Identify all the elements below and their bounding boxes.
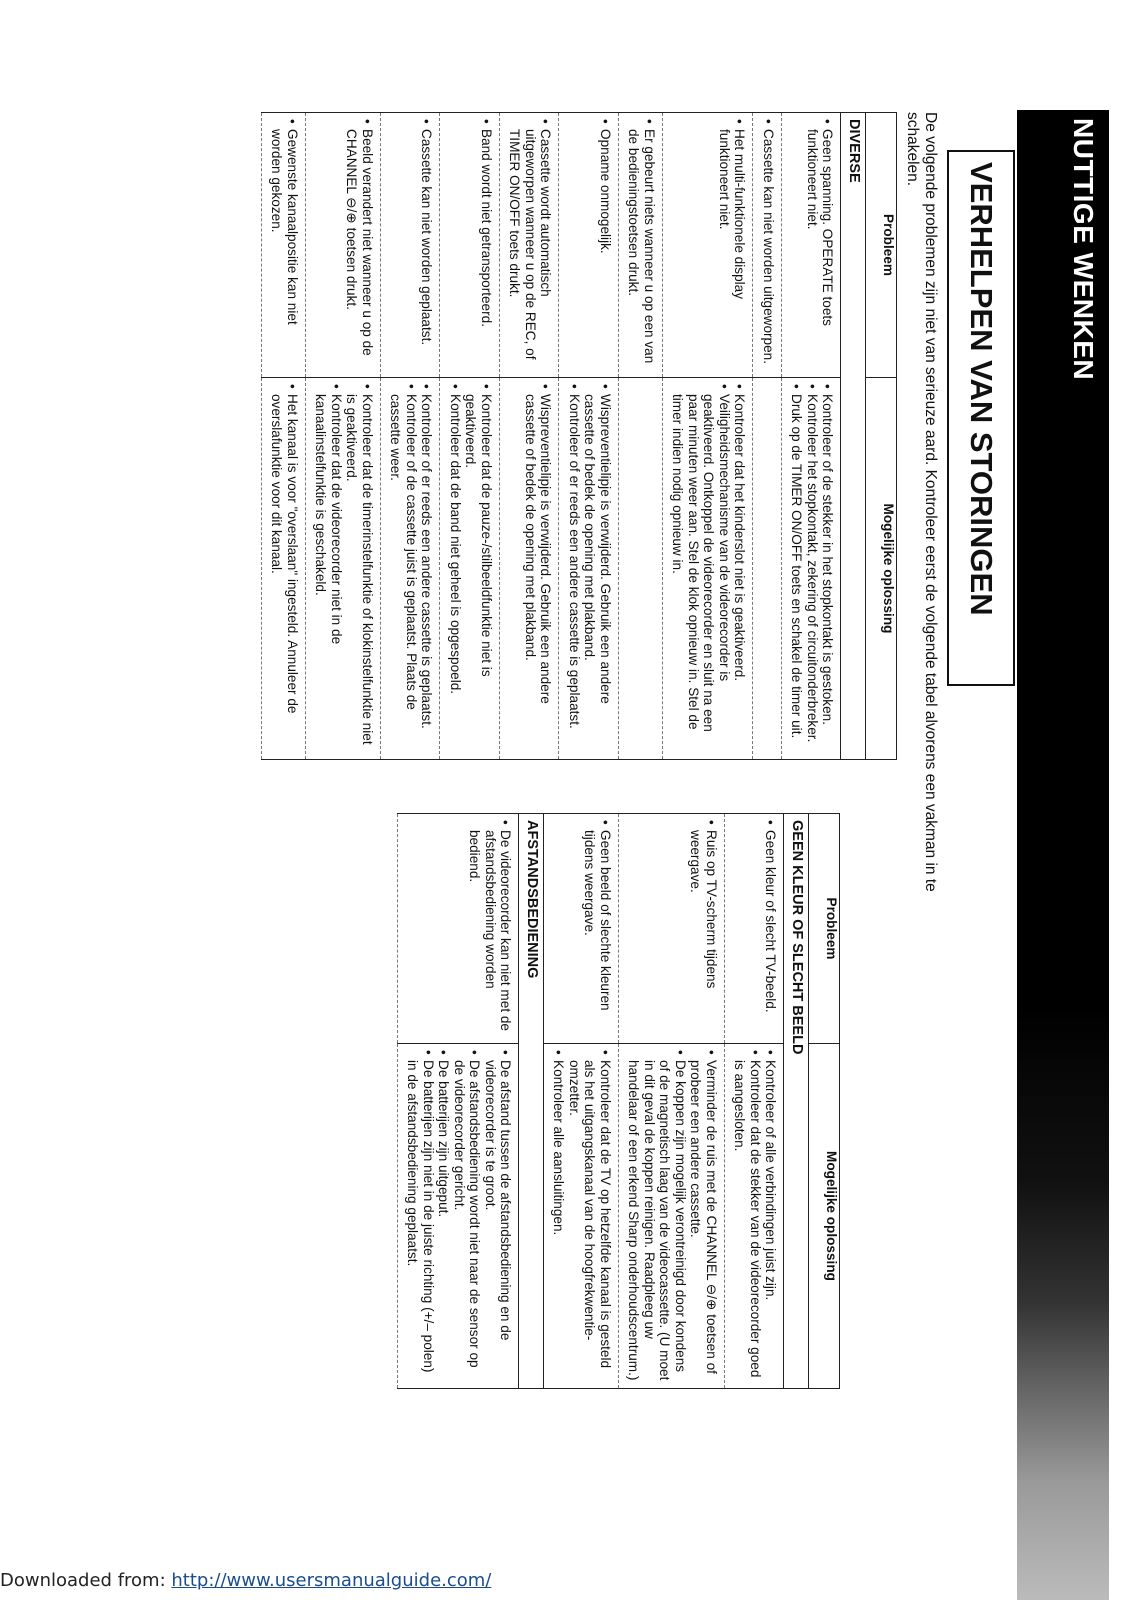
table-row — [559, 113, 619, 760]
problem-cell — [619, 113, 663, 378]
table-row — [663, 113, 754, 760]
problem-text: • Band wordt niet getransporteerd. — [479, 119, 495, 371]
intro-text: De volgende problemen zijn niet van serieuze aard. Kontroleer eerst de volgende tabel alvorens een vakman in te schakelen. — [904, 112, 939, 892]
problem-text: • Cassette wordt automatisch uitgeworpen wanneer u op de REC, of TIMER ON/OFF toets drukt. — [507, 119, 554, 371]
table-row — [440, 113, 500, 760]
solution-cell — [559, 378, 619, 760]
table-row — [753, 113, 782, 760]
solution-text: • De batterijen zijn niet in de juiste richting (+/– polen) in de afstandsbediening geplaatst. — [405, 1050, 436, 1382]
solution-text: • Kontroleer of er reeds een andere cassette is geplaatst. — [567, 384, 583, 753]
problem-cell — [440, 113, 500, 378]
column-header-solution: Mogelijke oplossing — [809, 1044, 840, 1389]
page-title: VERHELPEN VAN STORINGEN — [947, 150, 1015, 686]
solution-text: • Wispreventielipje is verwijderd. Gebruik een andere cassette of bedek de opening met plakband. — [582, 384, 613, 753]
solution-text: • De batterijen zijn uitgeput. — [436, 1050, 452, 1382]
table-row — [306, 113, 381, 760]
problem-cell — [619, 814, 725, 1044]
problem-text: • Ruis op TV-scherm tijdens weergave. — [688, 820, 719, 1037]
problem-text: • Het multi-funktionele display funktioneert niet. — [717, 119, 748, 371]
solution-cell — [440, 378, 500, 760]
solution-text: • Druk op de TIMER ON/OFF toets en schakel de timer uit. — [789, 384, 805, 753]
problem-text: • Geen beeld of slechte kleuren tijdens weergave. — [582, 820, 613, 1037]
solution-cell — [398, 1044, 520, 1389]
solution-cell — [500, 378, 560, 760]
table-row — [398, 814, 520, 1389]
solution-text: • Kontroleer alle aansluitingen. — [551, 1050, 567, 1382]
problem-text: • Geen kleur of slecht TV-beeld. — [763, 820, 779, 1037]
troubleshooting-table-diverse — [261, 112, 897, 760]
column-header-problem: Probleem — [809, 814, 840, 1044]
footer — [0, 1570, 1125, 1591]
footer-prefix: Downloaded from: — [0, 1570, 172, 1591]
section-title: NUTTIGE WENKEN — [1068, 118, 1099, 381]
table-row — [619, 814, 725, 1389]
problem-text: • Cassette kan niet worden uitgeworpen. — [761, 119, 777, 371]
column-header-problem: Probleem — [866, 113, 897, 378]
solution-text: • Kontroleer dat de timerinstelfunktie of klokinstelfunktie niet is geaktiveerd. — [344, 384, 375, 753]
category-heading: GEEN KLEUR OF SLECHT BEELD — [784, 814, 809, 1389]
table-row — [725, 814, 785, 1389]
problem-text: • Gewenste kanaalpositie kan niet worden gekozen. — [269, 119, 300, 371]
solution-cell — [782, 378, 842, 760]
solution-text: • Kontroleer dat de TV op hetzelfde kanaal is gesteld als het uitgangskanaal van de hoogfrekwentie-omzetter. — [567, 1050, 614, 1382]
table-row — [782, 113, 842, 760]
problem-cell — [381, 113, 441, 378]
solution-text: • Kontroleer of de stekker in het stopkontakt is gestoken. — [820, 384, 836, 753]
solution-cell — [544, 1044, 619, 1389]
problem-cell — [753, 113, 782, 378]
problem-cell — [306, 113, 381, 378]
solution-cell — [381, 378, 441, 760]
troubleshooting-table-picture-remote — [397, 813, 840, 1389]
table-row — [544, 814, 619, 1389]
solution-text: • Het kanaal is voor "overslaan" ingesteld. Annuleer de overslafunktie voor dit kanaal. — [269, 384, 300, 753]
solution-text: • De koppen zijn mogelijk verontreinigd door kondens of de magnetisch laag van de videocassette. (U moet in dit geval de koppen reinigen. Raadpleeg uw handelaar of een erkend Sharp onderhoudscentrum.) — [626, 1050, 688, 1382]
solution-text: • De afstandsbediening wordt niet naar de sensor op de videorecorder gericht. — [452, 1050, 483, 1382]
problem-cell — [559, 113, 619, 378]
solution-text: • Kontroleer dat de videorecorder niet in de kanaalinstelfunktie is geschakeld. — [313, 384, 344, 753]
solution-text: • Wispreventielipje is verwijderd. Gebruik een andere cassette of bedek de opening met plakband. — [523, 384, 554, 753]
solution-cell — [306, 378, 381, 760]
solution-text: • Kontroleer het stopkontakt, zekering of circuitonderbreker. — [805, 384, 821, 753]
problem-cell — [782, 113, 842, 378]
problem-cell — [725, 814, 785, 1044]
problem-text: • De videorecorder kan niet met de afstandsbediening worden bediend. — [467, 820, 514, 1037]
solution-text: • Verminder de ruis met de CHANNEL ⊖/⊕ toetsen of probeer een andere cassette. — [688, 1050, 719, 1382]
solution-text: • Kontroleer of de cassette juist is geplaatst. Plaats de cassette weer. — [388, 384, 419, 753]
problem-text: • Er gebeurt niets wanneer u op een van de bedieningstoetsen drukt. — [626, 119, 657, 371]
solution-cell — [619, 378, 663, 760]
solution-text: • Kontroleer dat de band niet geheel is opgespoeld. — [448, 384, 464, 753]
solution-text: • De afstand tussen de afstandsbediening en de videorecorder is te groot. — [483, 1050, 514, 1382]
problem-text: • Opname onmogelijk. — [598, 119, 614, 371]
table-row — [500, 113, 560, 760]
problem-text: • Beeld verandert niet wanneer u op de CHANNEL ⊖/⊕ toetsen drukt. — [344, 119, 375, 371]
problem-cell — [663, 113, 754, 378]
solution-text: • Kontroleer of er reeds een andere cassette is geplaatst. — [419, 384, 435, 753]
problem-text: • Geen spanning. OPERATE toets funktioneert niet. — [805, 119, 836, 371]
column-header-solution: Mogelijke oplossing — [866, 378, 897, 760]
solution-text: • Kontroleer of alle verbindingen juist zijn. — [763, 1050, 779, 1382]
table-row — [262, 113, 306, 760]
problem-cell — [262, 113, 306, 378]
solution-cell — [753, 378, 782, 760]
problem-text: • Cassette kan niet worden geplaatst. — [419, 119, 435, 371]
problem-cell — [398, 814, 520, 1044]
table-row — [619, 113, 663, 760]
problem-cell — [544, 814, 619, 1044]
solution-cell — [619, 1044, 725, 1389]
footer-link[interactable]: http://www.usersmanualguide.com/ — [171, 1570, 492, 1591]
solution-text: • Kontroleer dat de stekker van de videorecorder goed is aangesloten. — [732, 1050, 763, 1382]
problem-cell — [500, 113, 560, 378]
solution-text: • Kontroleer dat het kinderslot niet is geaktiveerd. — [732, 384, 748, 753]
solution-cell — [725, 1044, 785, 1389]
category-heading: AFSTANDSBEDIENING — [519, 814, 544, 1389]
table-row — [381, 113, 441, 760]
category-heading: DIVERSE — [841, 113, 866, 760]
solution-cell — [262, 378, 306, 760]
solution-text: • Veiligheidsmechanisme van de videorecorder is geaktiveerd. Ontkoppel de videorecorder en sluit na een paar minuten weer aan. Stel de klok opnieuw in. Stel de timer indien nodig opnieuw in. — [670, 384, 732, 753]
solution-cell — [663, 378, 754, 760]
solution-text: • Kontroleer dat de pauze-/stilbeeldfunktie niet is geaktiveerd. — [463, 384, 494, 753]
